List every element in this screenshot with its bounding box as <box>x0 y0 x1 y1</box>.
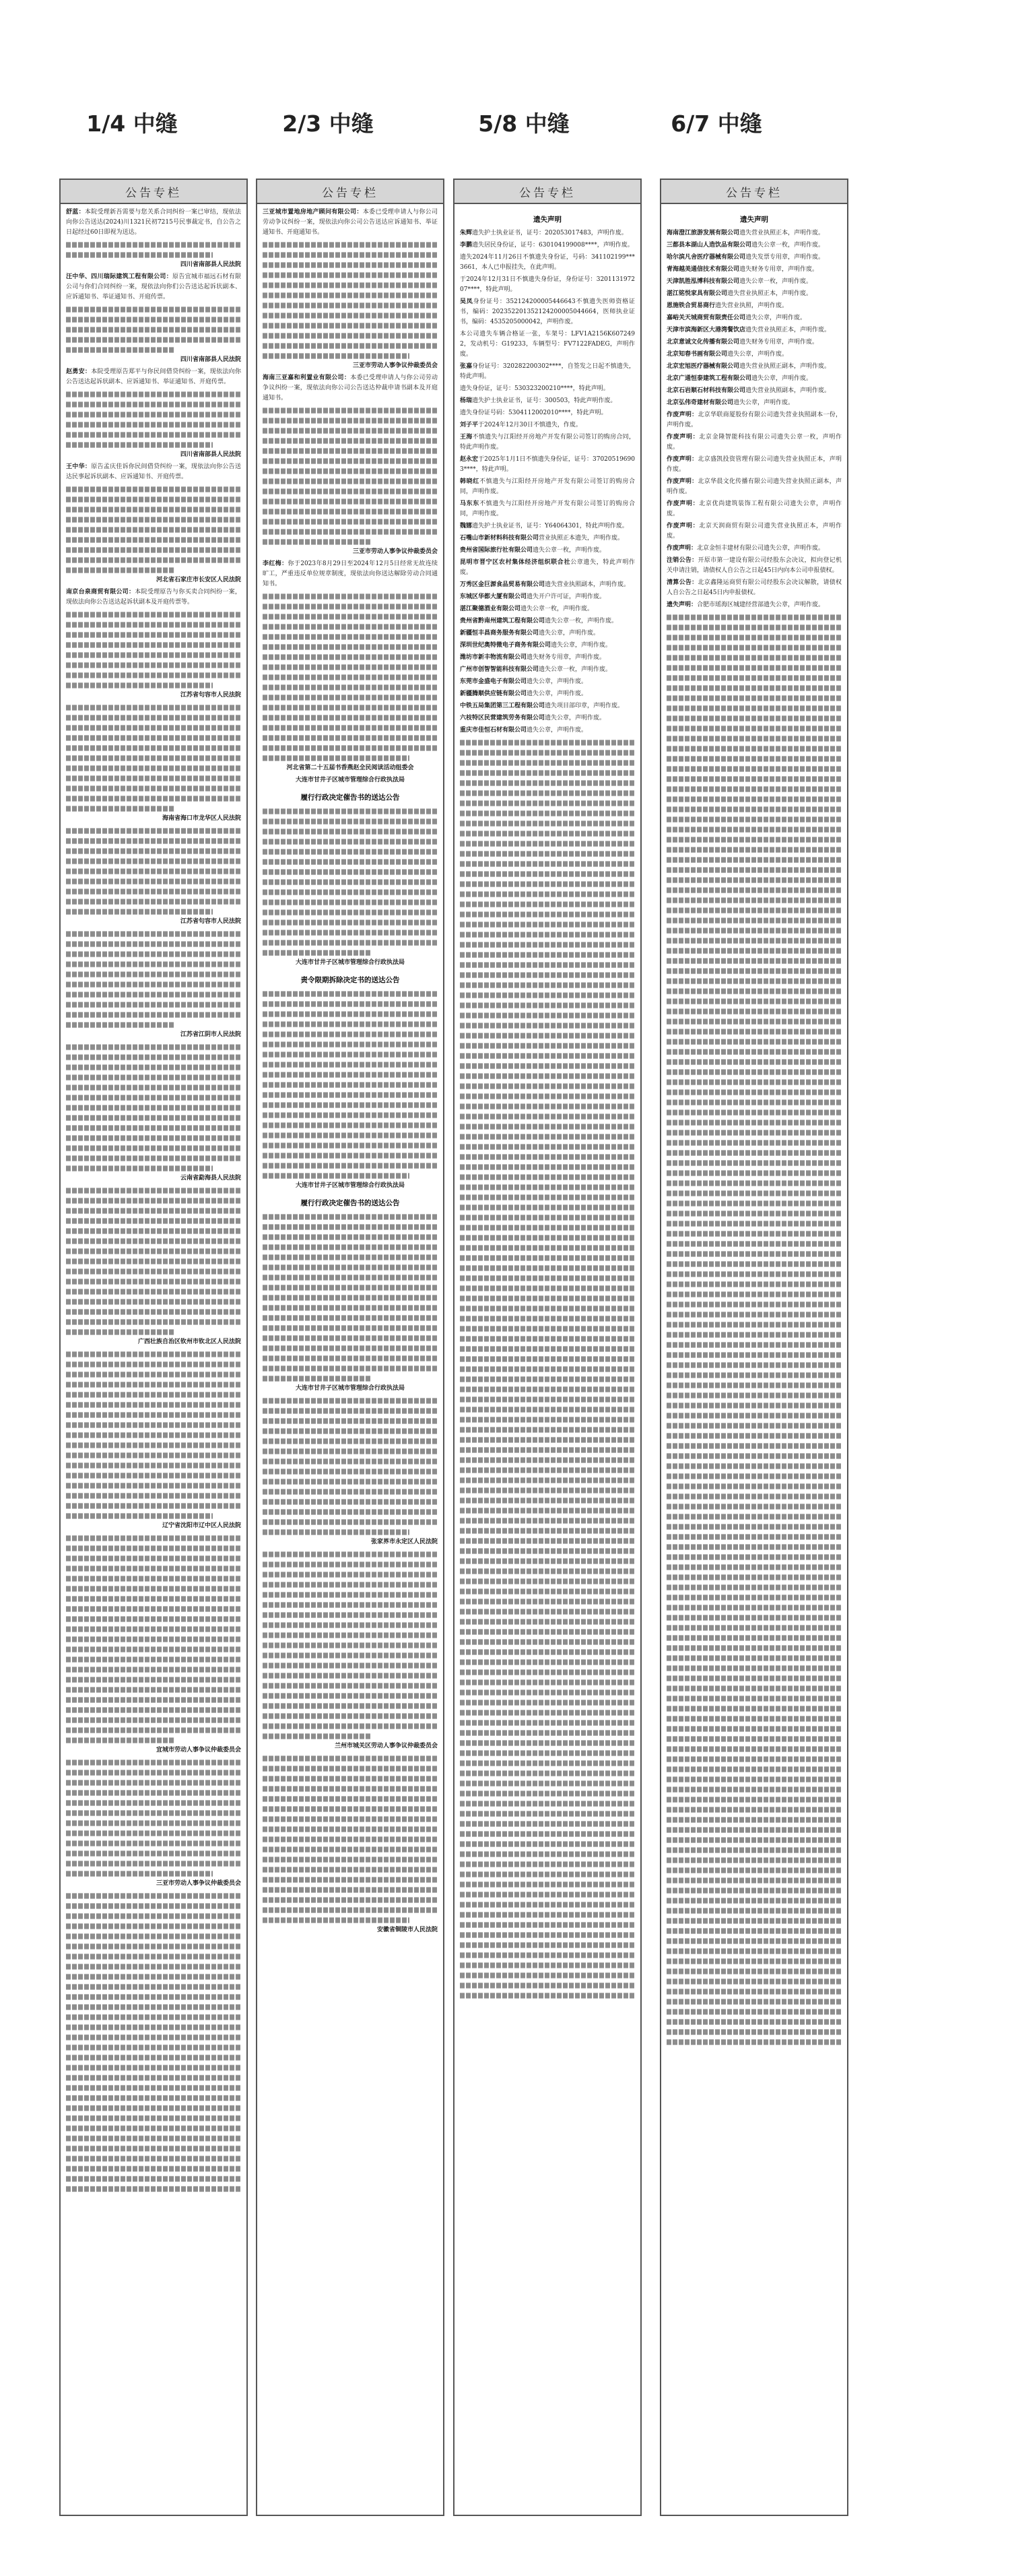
notice-item <box>667 350 842 360</box>
notice-title: 王中华： <box>66 463 92 470</box>
notice-text: 本院受理原告与你买卖合同纠纷一案，现依法向你公告送达起诉状副本及开庭传票等。 <box>66 589 241 606</box>
notice-item <box>667 240 842 251</box>
notice-item <box>667 325 842 335</box>
notice-item <box>66 272 241 302</box>
notice-item <box>460 432 635 453</box>
panel-body <box>257 204 443 1941</box>
notice-heading <box>263 1181 438 1191</box>
notice-item <box>460 396 635 406</box>
notice-item <box>460 592 635 602</box>
notice-title: 刘子平 <box>460 422 479 428</box>
notice-signature <box>66 1030 241 1040</box>
panel-header: 公告专栏 <box>661 180 847 204</box>
notice-title: 江苏省江阴市人民法院 <box>180 1031 241 1038</box>
notice-subheading: 履行行政决定催告书的送达公告 <box>300 794 400 802</box>
notice-title: 汪中华、四川瑞际建筑工程有限公司： <box>66 273 173 280</box>
notice-text: 你于2023年8月29日至2024年12月5日经常无故连续旷工，严重违反单位规章制度，现依法向你送达解除劳动合同通知书。 <box>263 560 438 587</box>
notice-title: 中铁五局集团第三工程有限公司 <box>460 703 545 709</box>
notice-title: 李红梅： <box>263 560 288 567</box>
notice-item <box>667 600 842 610</box>
notice-item <box>667 432 842 453</box>
notice-text: 遗失公章，声明作废。 <box>733 399 795 406</box>
notice-text: 遗失开户许可证，声明作废。 <box>527 593 606 600</box>
notice-title: 河北省第二十五届书香燕赵全民阅读活动组委会 <box>286 765 414 771</box>
notice-item <box>667 556 842 576</box>
notice-title: 海南澄江旅游发展有限公司 <box>667 230 740 236</box>
notice-item <box>667 265 842 275</box>
notice-text: 遗失财务专用章，声明作废。 <box>527 654 606 661</box>
notice-title: 嘉峪关天城商贸有限责任公司 <box>667 315 746 321</box>
section-title: 遗失声明 <box>533 216 562 224</box>
notice-text: 原告孟庆佳诉你民间借贷纠纷一案，现依法向你公告送达民事起诉状副本、应诉通知书、开庭传票。 <box>66 463 241 480</box>
notice-item <box>460 455 635 475</box>
notice-title: 清算公告： <box>667 579 698 586</box>
notice-title: 作废声明： <box>667 434 700 441</box>
notice-signature <box>66 355 241 365</box>
notice-item <box>667 289 842 299</box>
notice-item <box>667 386 842 396</box>
notice-signature <box>66 917 241 927</box>
column-heading-4: 6/7 中缝 <box>671 110 762 137</box>
notice-title: 天津凯胜泓博科技有限公司 <box>667 278 740 285</box>
notice-text: 于2024年12月30日不慎遗失，作废。 <box>478 422 582 428</box>
notice-title: 宜城市劳动人事争议仲裁委员会 <box>156 1747 241 1753</box>
notice-title: 舒蓝： <box>66 209 85 216</box>
section-title: 遗失声明 <box>740 216 768 224</box>
notice-text: 遗失公章，声明作废。 <box>527 727 588 734</box>
notice-text: 遗失公章，声明作废。 <box>527 678 588 685</box>
notice-text: 身份证号：352124200005446643不慎遗失医师资格证书，编码：202352201352124200005044664，医师执业证书，编码：4535205000042，声明作废。 <box>460 298 635 325</box>
notice-title: 安徽省铜陵市人民法院 <box>376 1927 438 1933</box>
notice-text: 遗失营业执照正本，声明作废。 <box>745 327 831 333</box>
notice-item <box>460 384 635 394</box>
notice-item <box>460 253 635 273</box>
notice-panel-2 <box>256 179 444 2516</box>
notice-text: 北京金隆智能科技有限公司遗失公章一枚，声明作废。 <box>667 434 842 451</box>
notice-title: 深圳世纪奥特微电子商务有限公司 <box>460 642 551 649</box>
notice-text: 于2025年1月1日不慎遗失身份证，证号：370205196903****，特此声明。 <box>460 456 635 473</box>
notice-title: 重庆市佳恒石材有限公司 <box>460 727 527 734</box>
notice-item <box>460 275 635 295</box>
notice-title: 六枝特区民营建筑劳务有限公司 <box>460 715 545 721</box>
notice-title: 北京广通恒泰建筑工程有限公司 <box>667 375 752 382</box>
notice-title: 李鹏 <box>460 242 473 249</box>
notice-title: 北京石岩顺石材科技有限公司 <box>667 387 746 394</box>
notice-title: 作废声明： <box>667 501 700 507</box>
notice-item <box>460 240 635 251</box>
notice-title: 作废声明： <box>667 545 698 552</box>
notice-title: 江苏省句容市人民法院 <box>180 692 241 699</box>
notice-item <box>460 420 635 430</box>
notice-text: 不慎遗失与江阳经开房地产开发有限公司签订的购房合同，特此声明作废。 <box>460 434 635 451</box>
notice-signature <box>66 1745 241 1756</box>
notice-item <box>460 477 635 497</box>
notice-panel-3 <box>453 179 642 2516</box>
notice-panel-4 <box>660 179 848 2516</box>
notice-title: 贵州省国际旅行社有限公司 <box>460 547 533 554</box>
notice-text: 遗失身份证号码：5304112002010****，特此声明。 <box>460 410 607 416</box>
column-heading-3: 5/8 中缝 <box>478 110 570 137</box>
notice-title: 青海越美通信技术有限公司 <box>667 266 740 273</box>
notice-text: 遗失护士执业证书，证号：202053017483，声明作废。 <box>472 230 628 236</box>
notice-subheading: 履行行政决定催告书的送达公告 <box>300 1199 400 1207</box>
notice-subheading: 责令限期拆除决定书的送达公告 <box>300 976 400 984</box>
notice-text: 营业执照正本遗失，声明作废。 <box>539 535 624 542</box>
notice-item <box>667 301 842 311</box>
notice-signature <box>263 763 438 773</box>
notice-item <box>460 604 635 614</box>
notice-title: 朱辉 <box>460 230 473 236</box>
notice-title: 恩施铁合贸易商行 <box>667 302 716 309</box>
notice-title: 作废声明： <box>667 478 698 485</box>
notice-text: 遗失营业执照正副本，声明作废。 <box>739 363 831 370</box>
notice-signature <box>66 1879 241 1889</box>
notice-text: 遗失身份证，证号：530323200210****，特此声明。 <box>460 385 609 392</box>
notice-item <box>66 367 241 387</box>
notice-item <box>460 665 635 675</box>
notice-text: 本公司遗失车辆合格证一张，车架号：LFV1A2156K6072492，发动机号：G19233，车辆型号：FV7122FADEG，声明作废。 <box>460 331 635 358</box>
notice-item <box>667 253 842 263</box>
notice-item <box>460 689 635 699</box>
notice-text: 遗失财务专用章，声明作废。 <box>739 266 819 273</box>
notice-item <box>667 410 842 430</box>
notice-item <box>66 207 241 238</box>
notice-text: 遗失营业执照正本，声明作废。 <box>727 290 813 297</box>
notice-title: 云南省勐海县人民法院 <box>180 1175 241 1182</box>
notice-title: 张家界市永定区人民法院 <box>370 1539 438 1545</box>
notice-text: 遗失护士执业证书，证号：Y64064301，特此声明作废。 <box>472 523 628 529</box>
notice-text: 遗失发票专用章，声明作废。 <box>745 254 825 261</box>
notice-title: 江苏省句容市人民法院 <box>180 918 241 925</box>
notice-text: 北京华晨文化传播有限公司遗失营业执照正副本，声明作废。 <box>667 478 842 495</box>
notice-title: 三亚市劳动人事争议仲裁委员会 <box>352 362 438 369</box>
notice-title: 石嘴山市新材料科技有限公司 <box>460 535 539 542</box>
notice-item <box>667 277 842 287</box>
notice-item <box>667 337 842 348</box>
column-heading-1: 1/4 中缝 <box>86 110 178 137</box>
notice-title: 赵永宏 <box>460 456 479 463</box>
notice-title: 天津市滨海新区大港湾餐饮店 <box>667 327 746 333</box>
notice-item <box>460 653 635 663</box>
notice-title: 大连市甘井子区城市管理综合行政执法局 <box>295 1385 405 1392</box>
notice-item <box>263 373 438 404</box>
notice-text: 于2024年12月31日不慎遗失身份证，身份证号：320113197207****，特此声明。 <box>460 276 635 293</box>
notice-title: 韩晓红 <box>460 478 479 485</box>
panel-header: 公告专栏 <box>454 180 640 204</box>
notice-title: 注销公告： <box>667 557 698 564</box>
notice-text: 合肥市瑶海区城建经营部遗失公章，声明作废。 <box>697 602 825 608</box>
notice-item <box>667 398 842 408</box>
notice-item <box>263 207 438 238</box>
panel-header: 公告专栏 <box>257 180 443 204</box>
notice-item <box>667 544 842 554</box>
notice-signature <box>263 361 438 371</box>
notice-item <box>460 362 635 382</box>
notice-title: 东城区华都大厦有限公司 <box>460 593 527 600</box>
notice-text: 本委已受理申请人与你公司劳动争议纠纷一案，现依法向你公司公告送达仲裁申请书副本及开庭通知书。 <box>263 375 438 401</box>
notice-item <box>460 701 635 711</box>
notice-title: 海南省海口市龙华区人民法院 <box>162 815 241 822</box>
notice-text: 遗失公章一枚，声明作废。 <box>751 242 825 249</box>
notice-title: 东莞市金盛电子有限公司 <box>460 678 527 685</box>
notice-text: 遗失营业执照正本，声明作废。 <box>739 230 825 236</box>
panel-body <box>61 204 246 2197</box>
notice-text: 原告宜城市福远石材有限公司与你们合同纠纷一案，现依法向你们公告送达起诉状副本、应诉通知书、举证通知书、开庭传票。 <box>66 273 241 300</box>
notice-text: 遗失公章一枚，声明作废。 <box>520 606 594 612</box>
notice-title: 四川省南部县人民法院 <box>180 261 241 268</box>
notice-text: 北京优尚建筑装饰工程有限公司遗失公章，声明作废。 <box>667 501 842 517</box>
notice-title: 作废声明： <box>667 412 698 418</box>
notice-text: 遗失公章一枚，声明作废。 <box>739 278 813 285</box>
notice-text: 公章遗失，特此声明作废。 <box>460 559 635 576</box>
panel-body <box>661 204 847 2051</box>
notice-title: 马东东 <box>460 501 479 507</box>
notice-item <box>667 499 842 519</box>
notice-item <box>460 408 635 418</box>
notice-item <box>263 559 438 589</box>
notice-text: 遗失公章，声明作废。 <box>551 642 612 649</box>
notice-title: 大连市甘井子区城市管理综合行政执法局 <box>295 777 405 783</box>
notice-signature <box>66 1173 241 1184</box>
notice-item <box>460 558 635 578</box>
notice-text: 遗失公章，声明作废。 <box>745 315 807 321</box>
notice-panel-1 <box>59 179 248 2516</box>
notice-title: 昆明市晋宁区农村集体经济组织联合社 <box>460 559 571 566</box>
notice-signature <box>66 450 241 460</box>
notice-item <box>460 297 635 327</box>
notice-title: 王海 <box>460 434 473 441</box>
notice-item <box>667 477 842 497</box>
notice-title: 兰州市城关区劳动人事争议仲裁委员会 <box>334 1743 438 1749</box>
notice-signature <box>66 575 241 585</box>
notice-title: 三亚城市置地房地产顾问有限公司： <box>263 209 363 216</box>
notice-heading <box>263 958 438 968</box>
notice-title: 海南三亚嘉和利置业有限公司： <box>263 375 351 381</box>
notice-title: 新疆恒丰昌商务服务有限公司 <box>460 630 539 637</box>
notice-title: 潍坊市新丰物流有限公司 <box>460 654 527 661</box>
notice-title: 四川省南部县人民法院 <box>180 356 241 363</box>
notice-title: 赵勇安： <box>66 368 92 375</box>
notice-item <box>66 587 241 608</box>
notice-text: 本委已受理申请人与你公司劳动争议纠纷一案，现依法向你公司公告送达应诉通知书、举证通知书、开庭通知书。 <box>263 209 438 236</box>
notice-item <box>460 677 635 687</box>
notice-title: 新疆腾顺供应链有限公司 <box>460 690 527 697</box>
notice-item <box>460 580 635 590</box>
notice-title: 河北省石家庄市长安区人民法院 <box>156 577 241 583</box>
notice-text: 开原市第一建设有限公司经股东会决议，拟向登记机关申请注销，请债权人自公告之日起45日内向本公司申报债权。 <box>667 557 842 574</box>
notice-text: 遗失公章，声明作废。 <box>545 715 606 721</box>
notice-title: 大连市甘井子区城市管理综合行政执法局 <box>295 1182 405 1189</box>
notice-text: 遗失居民身份证，证号：630104199008****，声明作废。 <box>472 242 634 249</box>
notice-title: 三都县本湖山人造饮品有限公司 <box>667 242 752 249</box>
notice-title: 作废声明： <box>667 456 698 463</box>
notice-item <box>460 329 635 360</box>
notice-item <box>667 374 842 384</box>
notice-item <box>460 534 635 544</box>
notice-text: 遗失项目部印章，声明作废。 <box>545 703 624 709</box>
notice-text: 遗失营业执照副本，声明作废。 <box>545 581 630 588</box>
notice-title: 广州市创智智能科技有限公司 <box>460 666 539 673</box>
notice-title: 四川省南部县人民法院 <box>180 451 241 458</box>
notice-title: 万秀区金巨源食品贸易有限公司 <box>460 581 545 588</box>
notice-item <box>460 521 635 532</box>
notice-text: 北京华联商厦股份有限公司遗失营业执照副本一份，声明作废。 <box>667 412 842 428</box>
notice-text: 遗失营业执照，声明作废。 <box>715 302 788 309</box>
notice-item <box>667 313 842 323</box>
notice-title: 北京弘伟奇建材有限公司 <box>667 399 734 406</box>
column-heading-2: 2/3 中缝 <box>282 110 374 137</box>
notice-text: 遗失公章，声明作废。 <box>727 351 788 358</box>
notice-item <box>460 546 635 556</box>
panel-body <box>454 204 640 2004</box>
notice-text: 遗失公章一枚，声明作废。 <box>545 618 618 624</box>
notice-heading <box>263 775 438 785</box>
notice-item <box>460 616 635 626</box>
notice-item <box>460 641 635 651</box>
notice-text: 遗失公章一枚，声明作废。 <box>539 666 612 673</box>
notice-title: 三亚市劳动人事争议仲裁委员会 <box>352 548 438 555</box>
notice-signature <box>66 1337 241 1347</box>
notice-text: 遗失护士执业证书，证号：300503，特此声明作废。 <box>472 397 617 404</box>
notice-text: 北京天润商贸有限公司遗失营业执照正本，声明作废。 <box>667 523 842 540</box>
notice-text: 不慎遗失与江阳经开房地产开发有限公司签订的购房合同，声明作废。 <box>460 478 635 495</box>
notice-signature <box>263 1537 438 1547</box>
notice-text: 北京鑫隆运商贸有限公司经股东会决议解散，请债权人自公告之日起45日内申报债权。 <box>667 579 842 596</box>
notice-signature <box>66 260 241 270</box>
notice-signature <box>66 1521 241 1531</box>
notice-text: 遗失财务专用章，声明作废。 <box>739 339 819 346</box>
notice-item <box>667 578 842 598</box>
notice-text: 北京盛凯投资管理有限公司遗失营业执照正本，声明作废。 <box>667 456 842 473</box>
notice-title: 哈尔滨凡舍医疗器械有限公司 <box>667 254 746 261</box>
notice-item <box>460 228 635 238</box>
notice-title: 南京台泉商贸有限公司： <box>66 589 135 595</box>
notice-text: 不慎遗失与江阳经开房地产开发有限公司签订的购房合同，声明作废。 <box>460 501 635 517</box>
notice-title: 辽宁省沈阳市辽中区人民法院 <box>162 1522 241 1529</box>
notice-title: 遗失声明： <box>667 602 698 608</box>
notice-title: 大连市甘井子区城市管理综合行政执法局 <box>295 959 405 966</box>
notice-heading <box>263 1384 438 1394</box>
panel-header: 公告专栏 <box>61 180 246 204</box>
notice-title: 贵州省黔南州建筑工程有限公司 <box>460 618 545 624</box>
notice-text: 遗失公章，声明作废。 <box>751 375 813 382</box>
notice-title: 广西壮族自治区钦州市钦北区人民法院 <box>137 1339 241 1345</box>
notice-text: 遗失2024年11月26日不慎遗失身份证，号码：341102199***3661，本人已申报挂失，在此声明。 <box>460 254 635 271</box>
notice-item <box>460 713 635 723</box>
notice-item <box>460 629 635 639</box>
notice-title: 湛江铭悦家具有限公司 <box>667 290 728 297</box>
notice-title: 魏娜 <box>460 523 473 529</box>
notice-title: 北京意诚文化传播有限公司 <box>667 339 740 346</box>
notice-item <box>66 462 241 482</box>
notice-text: 遗失公章，声明作废。 <box>527 690 588 697</box>
notice-title: 杨瑞 <box>460 397 473 404</box>
notice-signature <box>263 1741 438 1751</box>
notice-title: 湛江聚德酒业有限公司 <box>460 606 521 612</box>
notice-text: 遗失营业执照副本，声明作废。 <box>745 387 831 394</box>
notice-title: 作废声明： <box>667 523 700 529</box>
notice-item <box>667 521 842 542</box>
notice-text: 本院受理新吾需要与您关系合同纠纷一案已审结，现依法向你公告送达(2024)川1321民初7215号民事裁定书，自公告之日起经过60日即视为送达。 <box>66 209 241 236</box>
notice-title: 北京宏旭医疗器械有限公司 <box>667 363 740 370</box>
notice-item <box>667 228 842 238</box>
notice-text: 本院受理原告郑平与你民间借贷纠纷一案，现依法向你公告送达起诉状副本、应诉通知书、举证通知书、开庭传票。 <box>66 368 241 385</box>
notice-item <box>667 362 842 372</box>
notice-signature <box>66 814 241 824</box>
notice-text: 遗失公章，声明作废。 <box>539 630 600 637</box>
notice-title: 三亚市劳动人事争议仲裁委员会 <box>156 1880 241 1887</box>
notice-signature <box>66 690 241 701</box>
notice-signature <box>263 1925 438 1935</box>
notice-text: 北京金恒丰建材有限公司遗失公章，声明作废。 <box>697 545 825 552</box>
notice-item <box>460 499 635 519</box>
notice-item <box>460 726 635 736</box>
notice-text: 遗失公章一枚，声明作废。 <box>533 547 606 554</box>
notice-item <box>667 455 842 475</box>
notice-title: 北京知春书画有限公司 <box>667 351 728 358</box>
notice-text: 身份证号：320282200302****，自签发之日起不慎遗失，特此声明。 <box>460 363 635 380</box>
notice-title: 张嘉 <box>460 363 473 370</box>
notice-title: 吴凤 <box>460 298 473 305</box>
notice-signature <box>263 547 438 557</box>
